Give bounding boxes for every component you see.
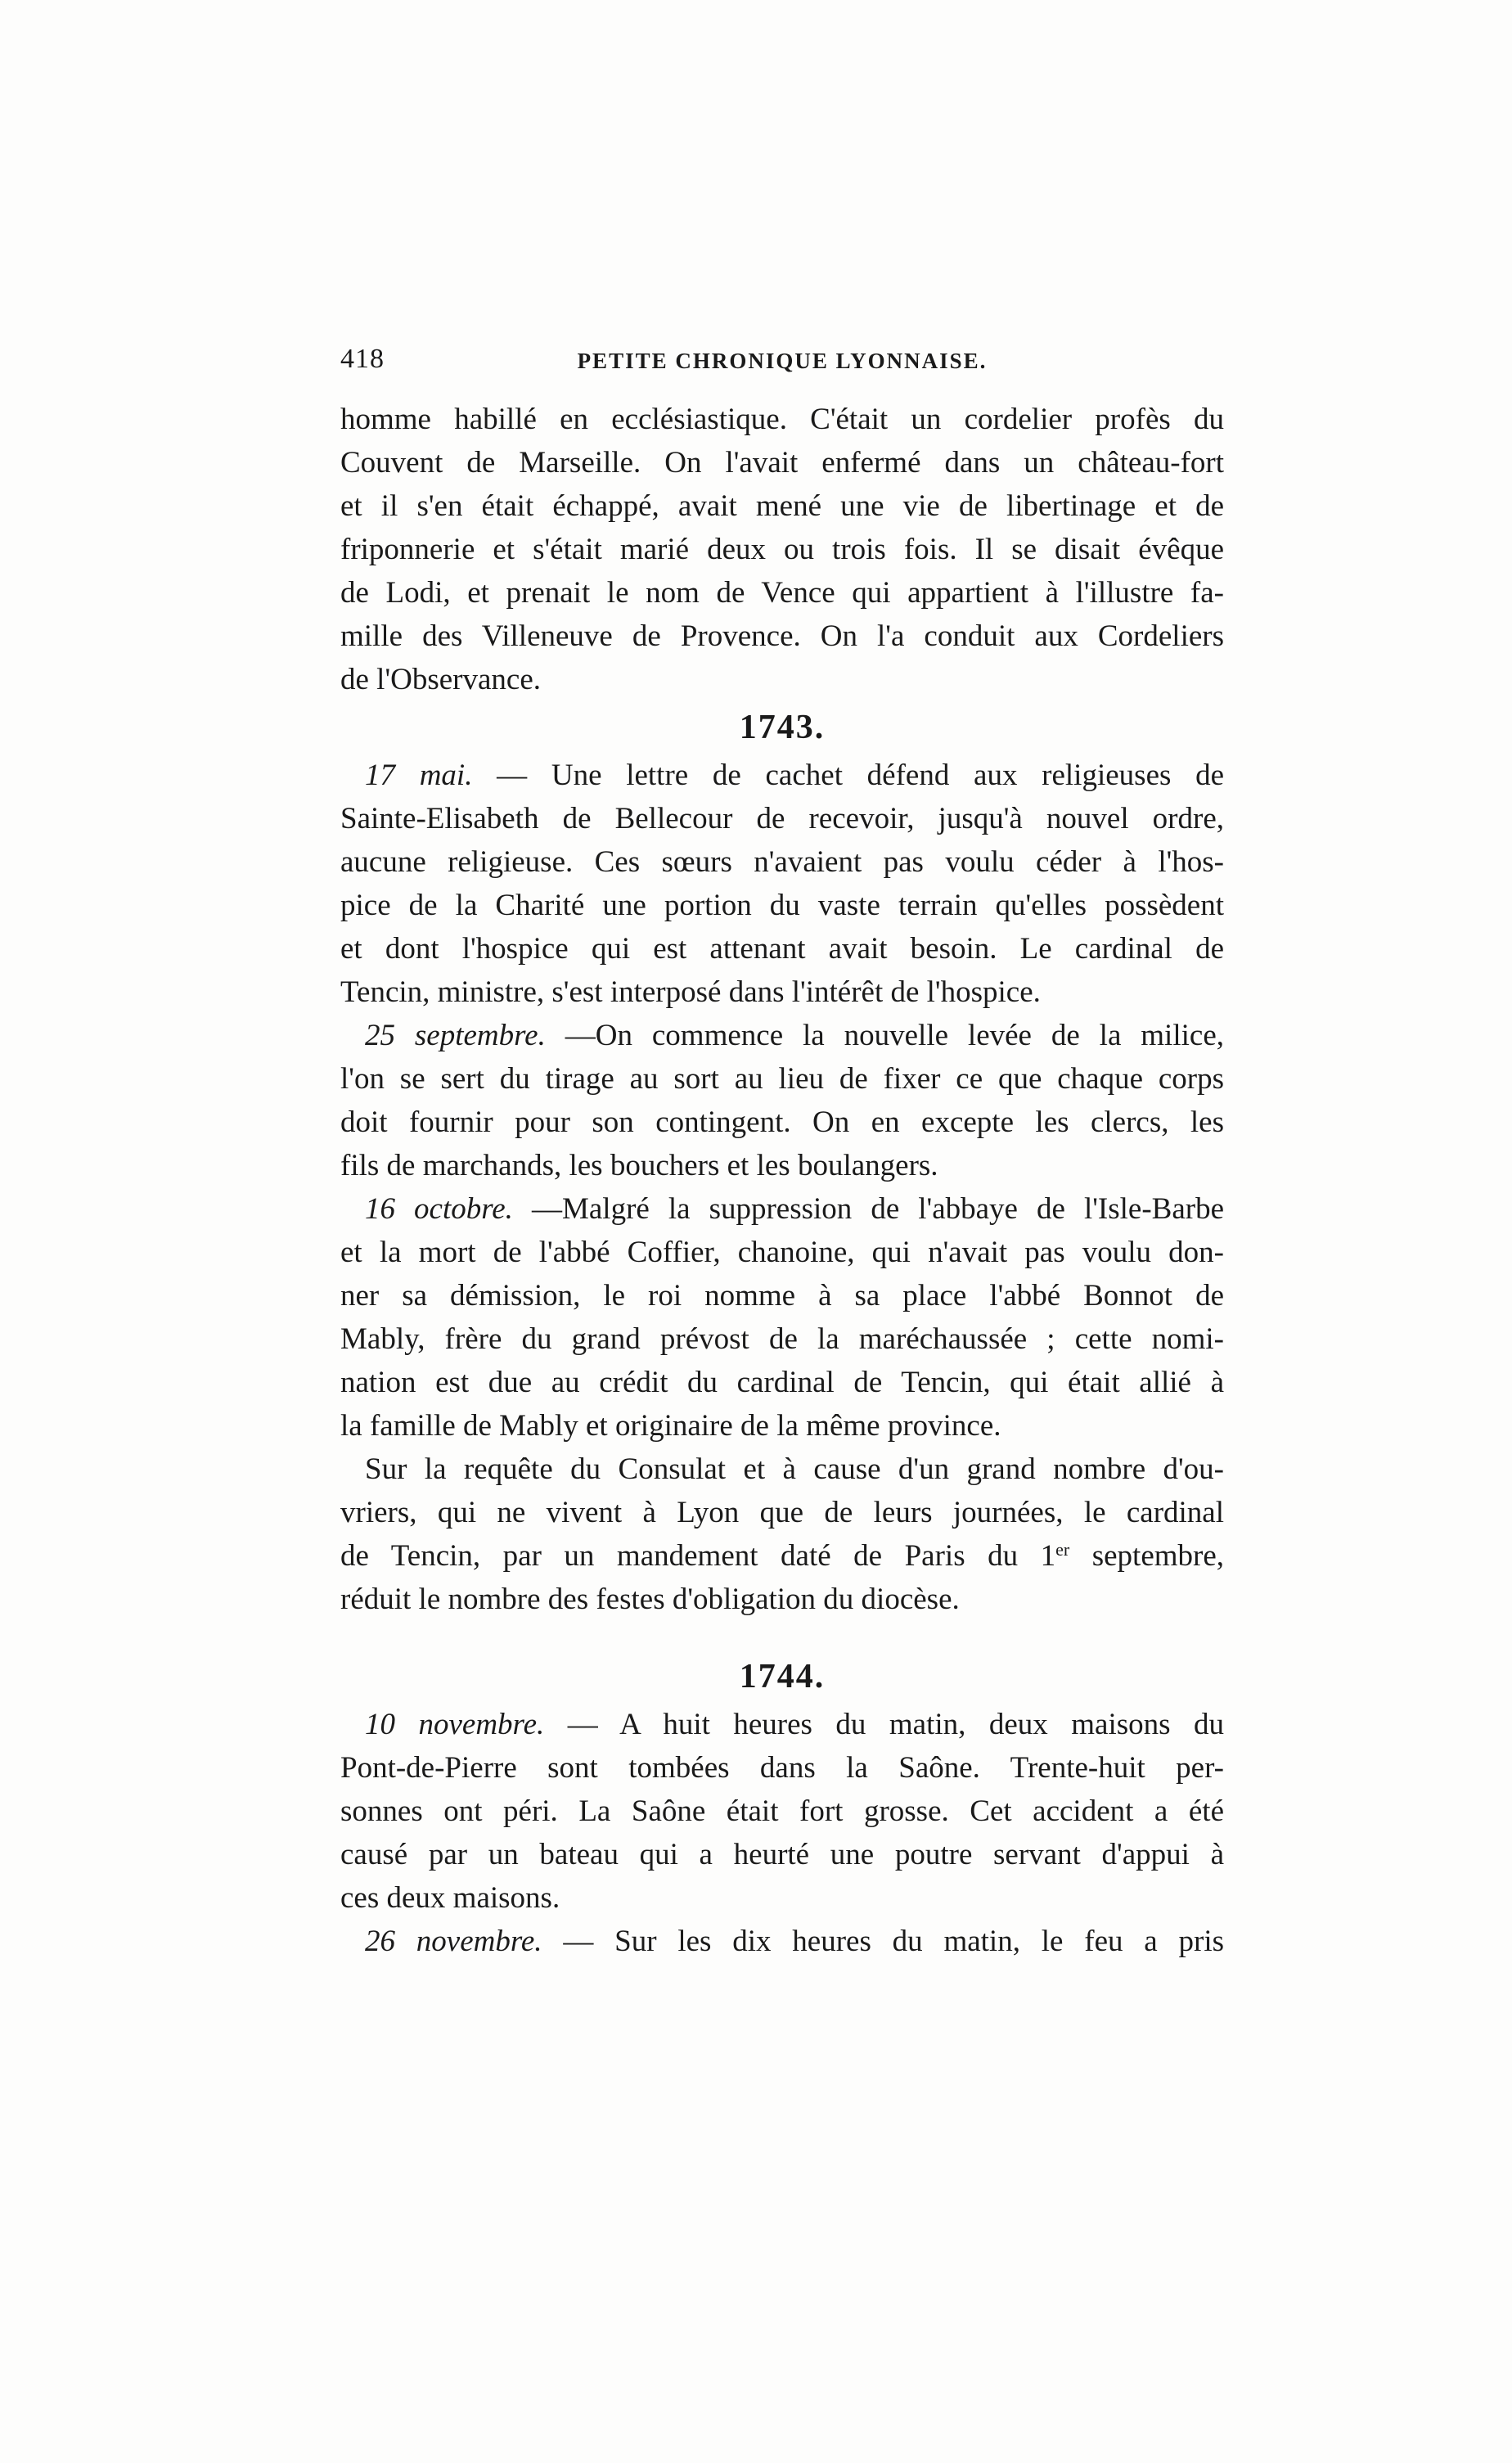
text-line: ner sa démission, le roi nomme à sa place l'abbé Bonnot de bbox=[340, 1279, 1224, 1313]
text-line: et dont l'hospice qui est attenant avait besoin. Le cardinal de bbox=[340, 932, 1224, 966]
text-line: vriers, qui ne vivent à Lyon que de leurs journées, le cardinal bbox=[340, 1496, 1224, 1529]
entry-text: —On commence la nouvelle levée de la milice, bbox=[565, 1019, 1224, 1052]
text-line: fils de marchands, les bouchers et les boulangers. bbox=[340, 1149, 938, 1182]
entry-line bbox=[340, 1014, 1224, 1057]
text-line: causé par un bateau qui a heurté une poutre servant d'appui à bbox=[340, 1838, 1224, 1871]
text-line: pice de la Charité une portion du vaste terrain qu'elles possèdent bbox=[340, 889, 1224, 922]
text-line: Sainte-Elisabeth de Bellecour de recevoir, jusqu'à nouvel ordre, bbox=[340, 802, 1224, 835]
text-line: et la mort de l'abbé Coffier, chanoine, qui n'avait pas voulu don- bbox=[340, 1236, 1224, 1269]
date-day: 1 bbox=[1040, 1539, 1056, 1573]
text-line: Couvent de Marseille. On l'avait enfermé dans un château-fort bbox=[340, 446, 1224, 480]
text-line bbox=[340, 1534, 1224, 1578]
page-number: 418 bbox=[340, 344, 385, 374]
entry-text: —Malgré la suppression de l'abbaye de l'Isle-Barbe bbox=[531, 1192, 1224, 1226]
year-heading-1743: 1743. bbox=[739, 709, 826, 746]
entry-text: — Une lettre de cachet défend aux religieuses de bbox=[497, 759, 1224, 792]
date-month: septembre, bbox=[1091, 1539, 1224, 1573]
entry-date: 16 octobre. bbox=[365, 1192, 513, 1226]
text-line: friponnerie et s'était marié deux ou trois fois. Il se disait évêque bbox=[340, 533, 1224, 566]
entry-date: 10 novembre. bbox=[365, 1708, 545, 1741]
entry-line bbox=[340, 1187, 1224, 1231]
text-line: l'on se sert du tirage au sort au lieu de fixer ce que chaque corps bbox=[340, 1062, 1224, 1096]
entry-line bbox=[340, 1920, 1224, 1963]
text-line: de Lodi, et prenait le nom de Vence qui appartient à l'illustre fa- bbox=[340, 576, 1224, 610]
entry-text: — Sur les dix heures du matin, le feu a pris bbox=[563, 1925, 1224, 1958]
text-line: sonnes ont péri. La Saône était fort grosse. Cet accident a été bbox=[340, 1794, 1224, 1828]
text-line: Mably, frère du grand prévost de la maréchaussée ; cette nomi- bbox=[340, 1322, 1224, 1356]
entry-line bbox=[340, 754, 1224, 797]
page-text bbox=[340, 398, 1224, 1963]
text-line: aucune religieuse. Ces sœurs n'avaient pas voulu céder à l'hos- bbox=[340, 845, 1224, 879]
entry-date: 17 mai. bbox=[365, 759, 473, 792]
text-line: Tencin, ministre, s'est interposé dans l'intérêt de l'hospice. bbox=[340, 975, 1041, 1009]
text-line: doit fournir pour son contingent. On en excepte les clercs, les bbox=[340, 1105, 1224, 1139]
text-line: Sur la requête du Consulat et à cause d'un grand nombre d'ou- bbox=[365, 1452, 1224, 1486]
text-line: nation est due au crédit du cardinal de Tencin, qui était allié à bbox=[340, 1366, 1224, 1399]
text-line: et il s'en était échappé, avait mené une vie de libertinage et de bbox=[340, 489, 1224, 523]
text-line: ces deux maisons. bbox=[340, 1881, 560, 1915]
text-line: mille des Villeneuve de Provence. On l'a conduit aux Cordeliers bbox=[340, 619, 1224, 653]
text-line: de l'Observance. bbox=[340, 663, 541, 696]
running-header bbox=[340, 344, 1224, 389]
running-title: PETITE CHRONIQUE LYONNAISE. bbox=[577, 349, 988, 373]
text-line: réduit le nombre des festes d'obligation du diocèse. bbox=[340, 1583, 960, 1616]
text-line: homme habillé en ecclésiastique. C'était un cordelier profès du bbox=[340, 403, 1224, 436]
text-line: la famille de Mably et originaire de la même province. bbox=[340, 1409, 1001, 1443]
date-superscript: er bbox=[1055, 1539, 1070, 1560]
section-gap bbox=[340, 1621, 1224, 1650]
entry-line bbox=[340, 1703, 1224, 1746]
text-fragment: de Tencin, par un mandement daté de Paris du bbox=[340, 1539, 1019, 1573]
entry-text: — A huit heures du matin, deux maisons du bbox=[567, 1708, 1224, 1741]
text-line: Pont-de-Pierre sont tombées dans la Saône. Trente-huit per- bbox=[340, 1751, 1224, 1785]
entry-date: 25 septembre. bbox=[365, 1019, 546, 1052]
entry-date: 26 novembre. bbox=[365, 1925, 542, 1958]
year-heading-1744: 1744. bbox=[739, 1658, 826, 1695]
